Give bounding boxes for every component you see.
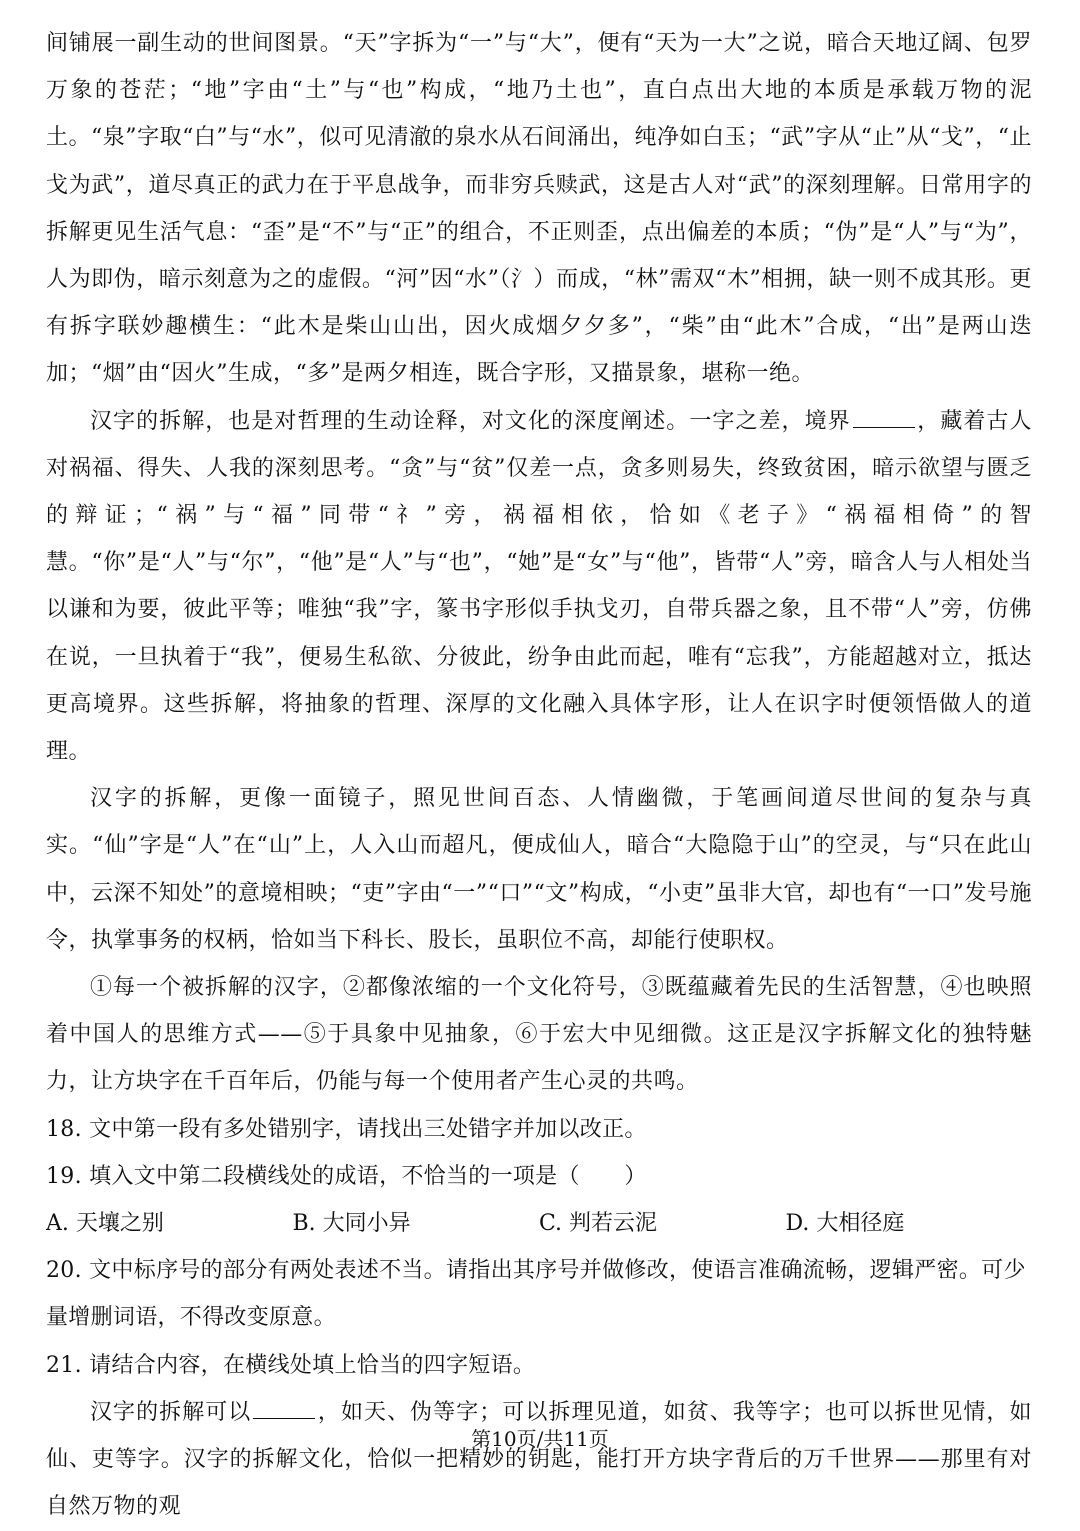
question-20: 20. 文中标序号的部分有两处表述不当。请指出其序号并做修改，使语言准确流畅，逻辑严密。可少量增删词语，不得改变原意。: [46, 1258, 1026, 1331]
question-18: 18. 文中第一段有多处错别字，请找出三处错字并加以改正。: [46, 1116, 647, 1142]
option-c: C. 判若云泥: [539, 1211, 658, 1237]
question-21-passage-start: 汉字的拆解可以: [90, 1399, 252, 1425]
option-b: B. 大同小异: [292, 1211, 411, 1237]
paragraph-1: 间铺展一副生动的世间图景。“天”字拆为“一”与“大”，便有“天为一大”之说，暗合天地辽阔、包罗万象的苍茫；“地”字由“土”与“也”构成，“地乃土也”，直白点出大地的本质是承载万物的泥土。“泉”字取“白”与“水”，似可见清澈的泉水从石间涌出，纯净如白玉；“武”字从“止”从“戈”，“止戈为武”，道尽真正的武力在于平息战争，而非穷兵赎武，这是古人对“武”的深刻理解。日常用字的拆解更见生活气息：“歪”是“不”与“正”的组合，不正则歪，点出偏差的本质；“伪”是“人”与“为”，人为即伪，暗示刻意为之的虚假。“河”因“水”（氵）而成，“林”需双“木”相拥，缺一则不成其形。更有拆字联妙趣横生：“此木是柴山山出，因火成烟夕夕多”，“柴”由“此木”合成，“出”是两山迭加；“烟”由“因火”生成，“多”是两夕相连，既合字形，又描景象，堪称一绝。: [46, 31, 1032, 387]
paragraph-4: ①每一个被拆解的汉字，②都像浓缩的一个文化符号，③既蕴藏着先民的生活智慧，④也映照着中国人的思维方式——⑤于具象中见抽象，⑥于宏大中见细微。这正是汉字拆解文化的独特魅力，让方块字在千百年后，仍能与每一个使用者产生心灵的共鸣。: [46, 975, 1032, 1095]
question-21-passage: [46, 1389, 1032, 1531]
option-a: A. 天壤之别: [46, 1211, 164, 1237]
question-19-options: [46, 1200, 1032, 1247]
fill-blank-line: [853, 426, 915, 428]
question-19: 19. 填入文中第二段横线处的成语，不恰当的一项是（ ）: [46, 1163, 647, 1189]
fill-blank-line: [253, 1417, 315, 1419]
paragraph-2: [46, 398, 1032, 776]
page-number: 第10页/共11页: [471, 1427, 609, 1451]
paragraph-2-rest: ，藏着古人对祸福、得失、人我的深刻思考。“贪”与“贫”仅差一点，贪多则易失，终致贫困，暗示欲望与匮乏的辩证；“祸”与“福”同带“礻”旁，祸福相依，恰如《老子》“祸福相倚”的智慧。“你”是“人”与“尔”，“他”是“人”与“也”，“她”是“女”与“他”，皆带“人”旁，暗含人与人相处当以谦和为要，彼此平等；唯独“我”字，篆书字形似手执戈刃，自带兵器之象，且不带“人”旁，仿佛在说，一旦执着于“我”，便易生私欲、分彼此，纷争由此而起，唯有“忘我”，方能超越对立，抵达更高境界。这些拆解，将抽象的哲理、深厚的文化融入具体字形，让人在识字时便领悟做人的道理。: [46, 408, 1032, 765]
question-21: 21. 请结合内容，在横线处填上恰当的四字短语。: [46, 1352, 536, 1378]
paragraph-3: 汉字的拆解，更像一面镜子，照见世间百态、人情幽微，于笔画间道尽世间的复杂与真实。“仙”字是“人”在“山”上，人入山而超凡，便成仙人，暗合“大隐隐于山”的空灵，与“只在此山中，云深不知处”的意境相映；“吏”字由“一”“口”“文”构成，“小吏”虽非大官，却也有“一口”发号施令，执掌事务的权柄，恰如当下科长、股长，虽职位不高，却能行使职权。: [46, 786, 1032, 953]
paragraph-2-start: 汉字的拆解，也是对哲理的生动诠释，对文化的深度阐述。一字之差，境界: [90, 408, 851, 434]
option-d: D. 大相径庭: [785, 1211, 905, 1237]
question-21-passage-rest: ，如天、伪等字；可以拆理见道，如贫、我等字；也可以拆世见情，如仙、吏等字。汉字的拆解文化，恰似一把精妙的钥匙，能打开方块字背后的万千世界——那里有对自然万物的观: [46, 1399, 1032, 1520]
